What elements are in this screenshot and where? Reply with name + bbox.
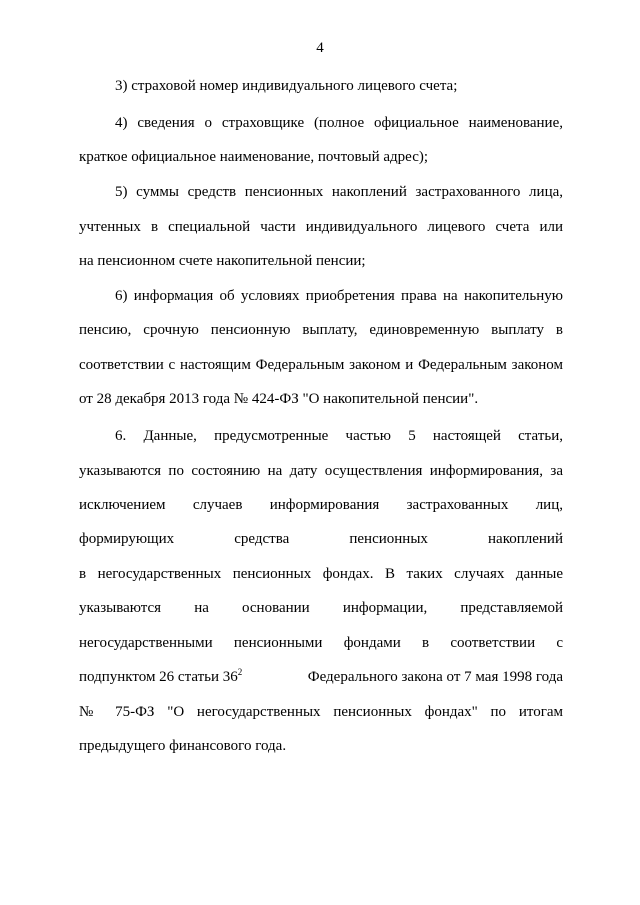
superscript: 2 — [237, 667, 243, 677]
list-item-4-line-1: 4) сведения о страховщике (полное официальное наименование, — [115, 115, 563, 131]
paragraph-6-line-10: предыдущего финансового года. — [79, 738, 287, 754]
list-item-6-line-3: соответствии с настоящим Федеральным законом и Федеральным законом — [79, 357, 563, 373]
line-8-text-a: подпунктом 26 статьи 36 — [79, 669, 238, 685]
line-8-part-2: Федерального закона от 7 мая 1998 года — [307, 669, 563, 685]
list-item-6-line-2: пенсию, срочную пенсионную выплату, единовременную выплату в — [79, 322, 563, 338]
list-item-5-line-3: на пенсионном счете накопительной пенсии; — [79, 253, 366, 269]
line-8-part-1 — [79, 667, 242, 687]
paragraph-6-line-1: 6. Данные, предусмотренные частью 5 настоящей статьи, — [115, 428, 563, 444]
list-item-5-line-1: 5) суммы средств пенсионных накоплений застрахованного лица, — [115, 184, 563, 200]
paragraph-6-line-6: указываются на основании информации, представляемой — [79, 600, 563, 616]
list-item-6-line-1: 6) информация об условиях приобретения права на накопительную — [115, 288, 563, 304]
paragraph-6-line-4: формирующих средства пенсионных накоплений — [79, 531, 563, 547]
paragraph-6-line-3: исключением случаев информирования застрахованных лиц, — [79, 497, 563, 513]
paragraph-6-line-7: негосударственными пенсионными фондами в соответствии с — [79, 635, 563, 651]
list-item-4-line-2: краткое официальное наименование, почтовый адрес); — [79, 149, 429, 165]
paragraph-6-line-5: в негосударственных пенсионных фондах. В таких случаях данные — [79, 566, 563, 582]
paragraph-6-line-2: указываются по состоянию на дату осуществления информирования, за — [79, 463, 563, 479]
list-item-6-line-4: от 28 декабря 2013 года № 424-ФЗ "О накопительной пенсии". — [79, 391, 479, 407]
page-number: 4 — [316, 40, 324, 56]
paragraph-6-line-8 — [79, 667, 563, 687]
list-item-5-line-2: учтенных в специальной части индивидуального лицевого счета или — [79, 219, 563, 235]
paragraph-6-line-9: № 75-ФЗ "О негосударственных пенсионных фондах" по итогам — [79, 704, 563, 720]
list-item-3: 3) страховой номер индивидуального лицевого счета; — [115, 78, 458, 94]
